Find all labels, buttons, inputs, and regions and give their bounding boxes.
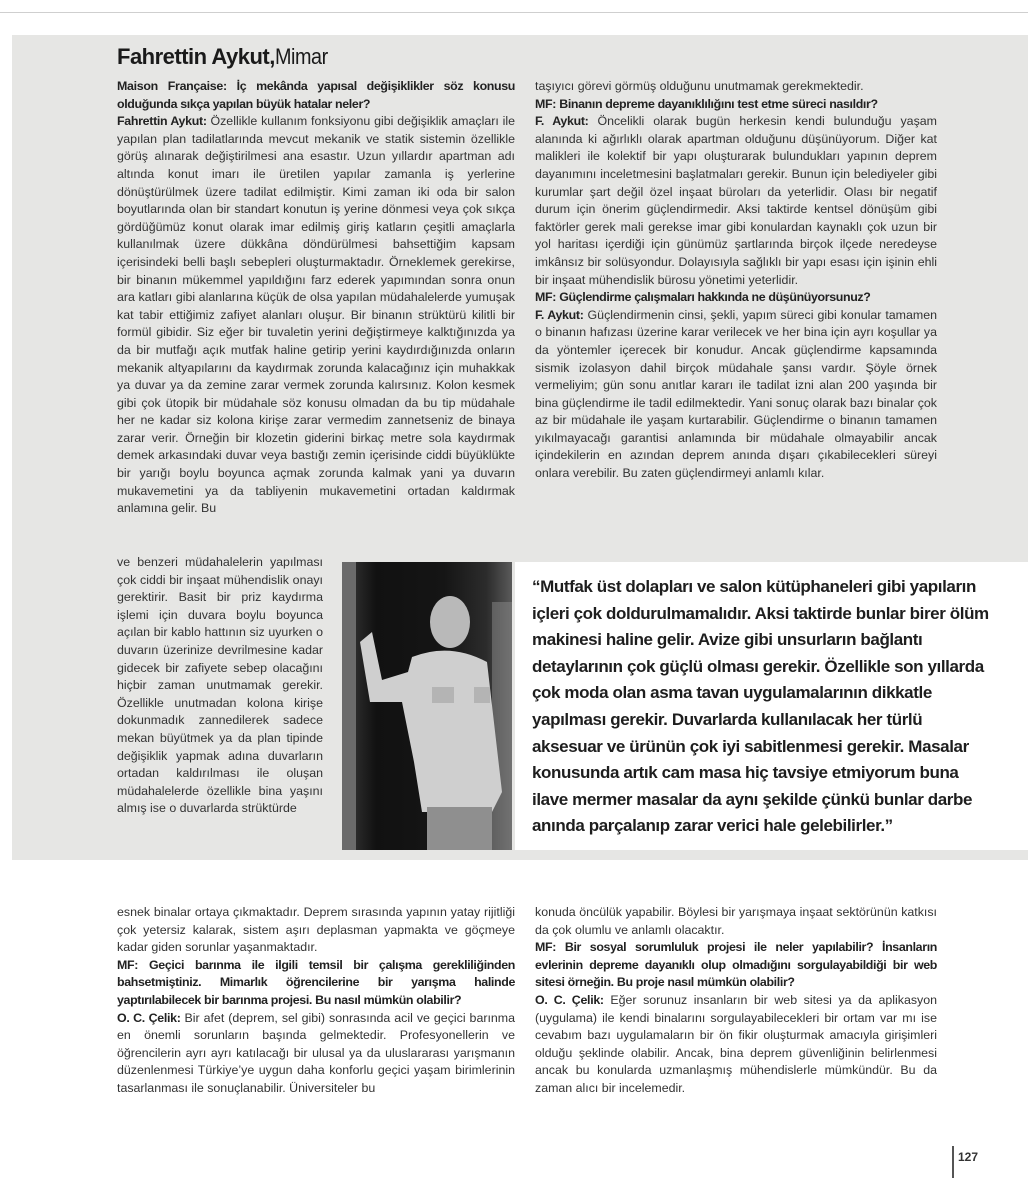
speaker-label: MF: <box>535 940 557 955</box>
interview-answer <box>535 78 937 96</box>
interviewee-role: Mimar <box>274 44 328 69</box>
paragraph-text: Eğer sorunuz insanların bir web sitesi ya da aplikasyon (uygulama) ile kendi binalarını sorgulayabilecekleri bir ortam var mı ise cevabım bazı uygulamaların bir ön fikir oluşturmak amacıyla girişimleri olduğu şeklinde olabilir. Ancak, bina deprem güvenliğinin belirlenmesi ancak bu konularda uzmanlaşmış mühendislerle mümkündür. Bu da zaman alıcı bir incelemedir. <box>535 992 938 1095</box>
column-left-top <box>117 78 515 518</box>
page-number: 127 <box>958 1150 979 1164</box>
speaker-label: F. Aykut: <box>535 114 589 129</box>
interviewee-name: Fahrettin Aykut, <box>117 44 275 69</box>
speaker-label: MF: <box>535 290 557 305</box>
paragraph-text: Bir sosyal sorumluluk projesi ile neler yapılabilir? İnsanların evlerinin depreme dayanıklı olup olmadığını sorgulayabildiği bir web sitesi örneğin. Bu proje nasıl mümkün olabilir? <box>535 940 937 990</box>
paragraph-text: İç mekânda yapısal değişiklikler söz konusu olduğunda sıkça yapılan büyük hatalar neler? <box>117 79 516 111</box>
paragraph-text: konuda öncülük yapabilir. Böylesi bir yarışmaya inşaat sektörünün katkısı da çok olumlu ve anlamlı olacaktır. <box>535 905 937 937</box>
portrait-photo <box>342 562 512 850</box>
speaker-label: MF: <box>535 96 557 111</box>
interview-answer <box>535 904 937 939</box>
speaker-label: F. Aykut: <box>535 307 584 322</box>
speaker-label: Fahrettin Aykut: <box>117 114 207 129</box>
paragraph-text: Güçlendirmenin cinsi, şekli, yapım süreci gibi konular tamamen o binanın hafızası üzerine karar verilecek ve her bina için ayrı koşullar ya da yöntemler içerecek bir konudur. Ancak güçlendirme kapsamında sismik izolasyon dahil birçok müdahale şansı vardır. Şöyle örnek vermeliyim; gün sonu anıtlar kararı ile tadilat izni alan 200 yaşında bir bina güçlendirme ile tadil edilmektedir. Yani sonuç olarak bazı binalar çok az bir müdahale ile yaşam kurtarabilir. Güçlendirme o binanın tamamen yıkılmayacağı garantisi anlamında bir müdahale olmayabilir ancak içindekilerin en azından deprem anında dışarı çıkabilecekleri süreyi onlara verebilir. Bu zaten güçlendirmeyi anlamlı kılar. <box>535 307 938 481</box>
interview-answer <box>117 904 515 957</box>
column-right-top <box>535 78 937 483</box>
paragraph-text: Binanın depreme dayanıklılığını test etme süreci nasıldır? <box>556 96 878 111</box>
interview-answer <box>535 992 937 1098</box>
page-number-rule <box>952 1146 954 1178</box>
interview-answer <box>117 1010 515 1098</box>
paragraph-text: Öncelikli olarak bugün herkesin kendi bulunduğu yaşam alanında ki ağırlıklı olarak apartman olduğunu düşünüyorum. Diğer kat malikleri ile kolektif bir yapı oluşturarak bulundukları yapının deprem dayanımını inceletmesini başlatmaları gerekir. Bunun için belediyeler gibi kurumlar şart değil özel inşaat büroları da yeterlidir. Olası bir negatif durum için önerim güçlendirmedir. Aksi taktirde kentsel dönüşüm gibi faktörler gerek mali gerekse imar gibi konulardan kaynaklı çok uzun bir yol haritası içerdiği için günümüz şartlarında birçok ilçede neredeyse imkânsız bir solüsyondur. Dolayısıyla sağlıklı bir yapı esası için işinin ehli bir inşaat mühendislik bürosu yönetimi yeterlidir. <box>535 114 937 287</box>
paragraph-text: taşıyıcı görevi görmüş olduğunu unutmamak gerekmektedir. <box>535 79 864 93</box>
paragraph-text: Güçlendirme çalışmaları hakkında ne düşünüyorsunuz? <box>556 290 871 305</box>
page-title <box>117 44 333 70</box>
interview-question <box>535 939 937 992</box>
column-bottom-left <box>117 904 515 1098</box>
speaker-label: MF: <box>117 957 139 972</box>
portrait-illustration <box>342 562 512 850</box>
interview-answer <box>117 113 515 518</box>
speaker-label: O. C. Çelik: <box>117 1010 181 1025</box>
paragraph-text: Bir afet (deprem, sel gibi) sonrasında acil ve geçici barınma en önemli sorunların başında gelmektedir. Profesyonellerin ve öğrencilerin ayrı ayrı katılacağı bir ulusal ya da uluslararası yarışmanın düzenlenmesi Türkiye’ye uygun daha konforlu geçici yaşam birimlerinin tasarlanması ile sonuçlanabilir. Üniversiteler bu <box>117 1010 516 1095</box>
column-bottom-right <box>535 904 937 1098</box>
speaker-label: Maison Française: <box>117 79 227 93</box>
interview-question <box>535 289 937 307</box>
interview-question <box>117 78 515 113</box>
interview-answer <box>535 113 937 289</box>
pull-quote: “Mutfak üst dolapları ve salon kütüphaneleri gibi yapıların içleri çok doldurulmamalıdır. Aksi taktirde bunlar birer ölüm makinesi haline gelir. Avize gibi unsurların bağlantı detaylarının çok güçlü olması gerekir. Özellikle son yıllarda çok moda olan asma tavan uygulamalarının dikkatle yapılması gerekir. Duvarlarda kullanılacak her türlü aksesuar ve ürünün çok iyi sabitlenmesi gerekir. Masalar konusunda artık cam masa hiç tavsiye etmiyorum buna ilave mermer masalar da aynı şekilde çünkü bunlar darbe anında parçalanıp zarar verici hale gelebilirler.” <box>532 577 989 836</box>
paragraph: ve benzeri müdahalelerin yapılması çok ciddi bir inşaat mühendislik onayı gerektirir. Basit bir priz kaydırma işlemi için duvara boylu boyunca açılan bir kablo hattının siz uyurken o duvarın üzerinize devrilmesine kadar gidecek bir zafiyete sebep olacağını hiçbir zaman unutmamak gerekir. Özellikle unutmadan kolona kirişe dokunmadık zannedilerek sadece mekan büyütmek ya da plan tipinde değişiklik yapmak adına duvarların ortadan kaldırılması ile oluşan müdahalelerde özellikle bina yaşını almış ise o duvarlarda strüktürde <box>117 555 323 816</box>
interview-question <box>535 96 937 114</box>
speaker-label: O. C. Çelik: <box>535 992 604 1007</box>
interview-answer <box>535 307 937 483</box>
column-left-narrow <box>117 554 323 818</box>
paragraph-text: esnek binalar ortaya çıkmaktadır. Deprem sırasında yapının yatay rijitliği çok yetersiz kalarak, sistem aşırı deplasman yapmakta ve göçmeye kadar giden sorunlar yaşanmaktadır. <box>117 905 515 955</box>
paragraph-text: Özellikle kullanım fonksiyonu gibi değişiklik amaçları ile yapılan plan tadilatlarında mevcut mekanik ve statik sistemin özellikle görüş alınarak değiştirilmesi ana esastır. Uzun yıllardır apartman adı altında konut imarı ile üretilen yapılar zamanla iş yerlerine dönüştürülmek üzere tadilat edilmiştir. Kimi zaman iki oda bir salon boyutlarında olan bir standart konutun iş yerine dönmesi veya çok sıkça gördüğümüz konut olarak imar edilmiş giriş katların çeşitli amaçlarla kullanılmak üzere dükkâna döndürülmesi bahsettiğim kapsam içerisindeki belli başlı sebepleri oluşturmaktadır. Örneklemek gerekirse, bir binanın mükemmel yapıldığını farz ederek yapımından sonra onun ara katları gibi alanlarına küçük de olsa yapılan müdahalelerde yumuşak kat tabir ettiğimiz zafiyet alanları oluşur. Bir binanın strüktürü kilitli bir formül gibidir. Siz eğer bir tuvaletin yerini değiştirmeye kalktığınızda ya da bir mutfağı açık mutfak haline getirip yerini kaydırdığınızda onların mekanik altyapılarını da kaydırmak zorunda kalacağınız için muhakkak ya duvar ya da zemine zarar vermek zorunda kalırsınız. Kolon kesmek gibi çok ütopik bir müdahale söz konusu olmadan da bu tip müdahale her ne kadar siz kolona kirişe zarar vermedim zannetseniz de binaya zarar verir. Örneğin bir klozetin giderini birkaç metre sola kaydırmak demek arkasındaki duvar veya bastığı zemin içerisinde ciddi büyüklükte bir yarığı boylu boyunca açmak zorunda kalmak yani ya duvarın mukavemetini ya da tabliyenin mukavemetini ortadan kaldırmak anlamına gelir. Bu <box>117 114 516 516</box>
paragraph-text: Geçici barınma ile ilgili temsil bir çalışma gerekliliğinden bahsetmiştiniz. Mimarlık öğrencilerine bir yarışma halinde yaptırılabilecek bir barınma projesi. Bu nasıl mümkün olabilir? <box>117 957 515 1007</box>
top-divider <box>0 12 1028 13</box>
interview-question <box>117 957 515 1010</box>
